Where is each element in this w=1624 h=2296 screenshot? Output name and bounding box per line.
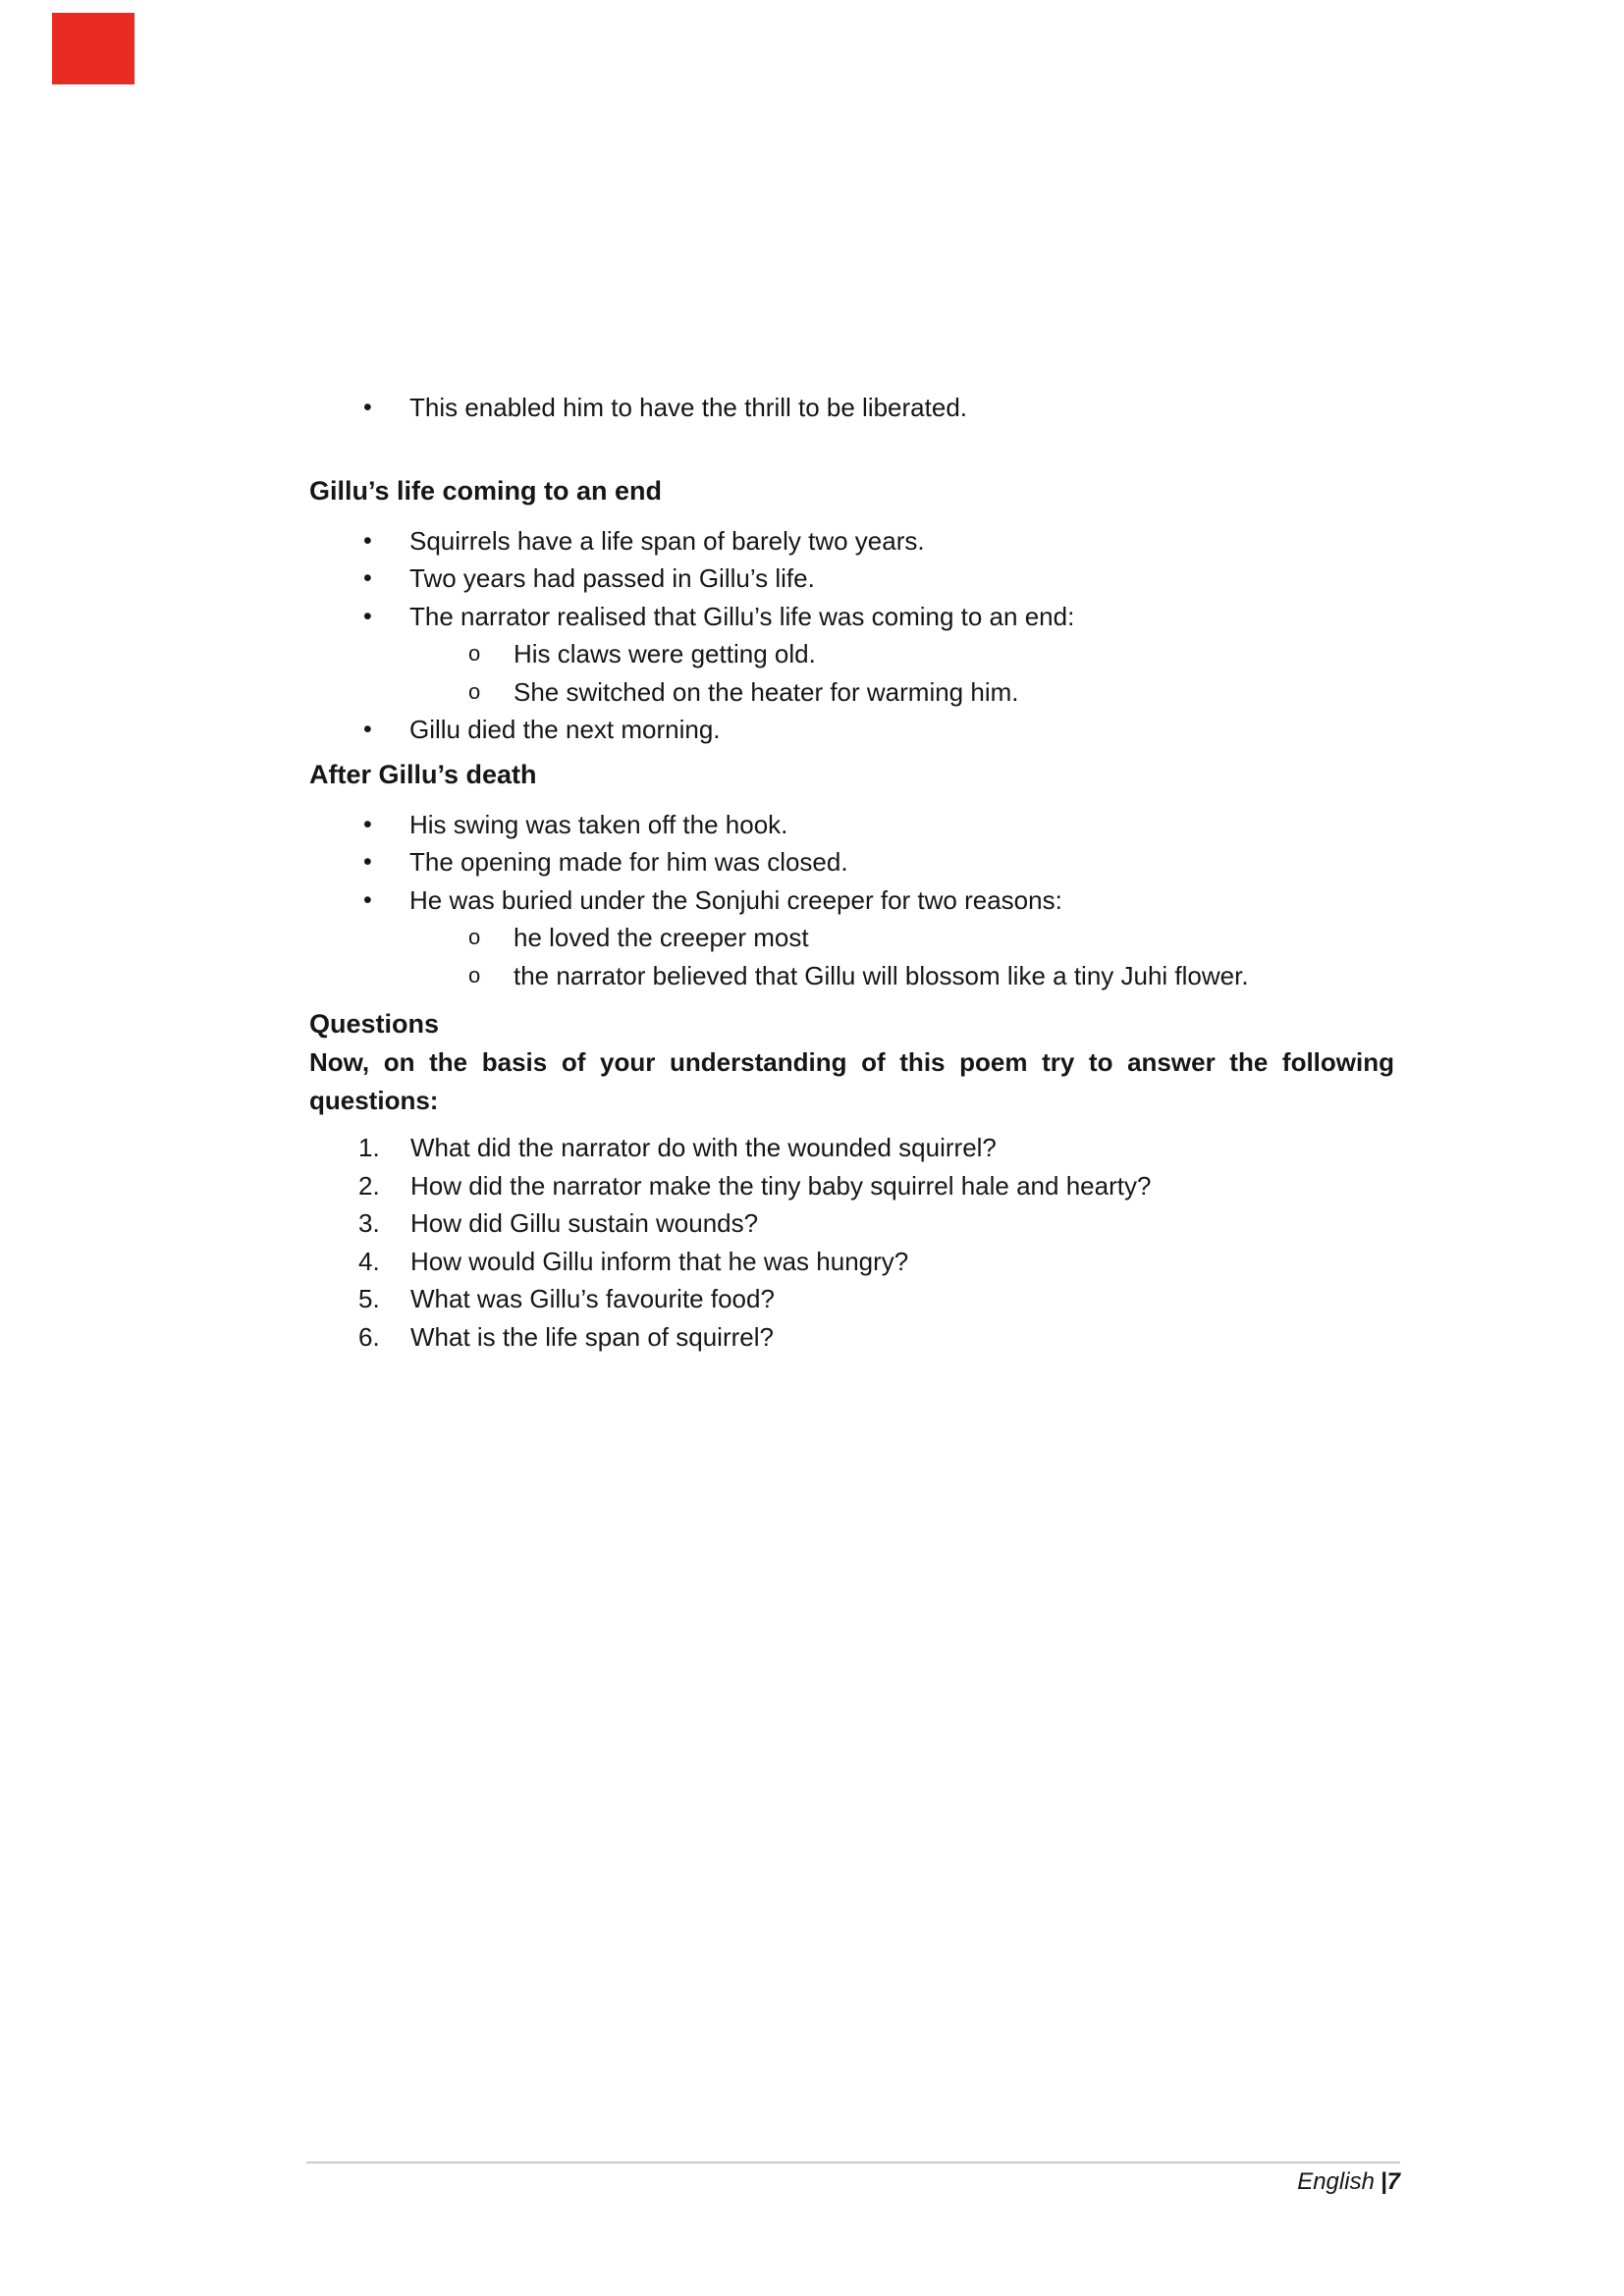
footer-subject: English [1297,2168,1375,2195]
bullet-item: • This enabled him to have the thrill to be liberated. [309,389,1394,427]
sub-bullet-item: o he loved the creeper most [309,919,1394,957]
questions-instruction: Now, on the basis of your understanding of this poem try to answer the following questions: [309,1047,1394,1115]
question-item: How did Gillu sustain wounds? [410,1208,759,1238]
section-heading-questions: Questions [309,1009,440,1039]
question-item: How would Gillu inform that he was hungry? [410,1246,909,1276]
bullet-item: • Squirrels have a life span of barely two years. [309,522,1394,561]
gillu-life-end-sub-bullet-list [309,635,1394,711]
footer-page-number [1380,2168,1400,2195]
intro-bullet-list [309,389,1394,427]
gillu-life-end-bullet-list [309,522,1394,636]
bullet-item: • Two years had passed in Gillu’s life. [309,560,1394,598]
question-item: What was Gillu’s favourite food? [410,1284,775,1313]
sub-bullet-item: o She switched on the heater for warming him. [309,673,1394,712]
after-death-bullet-list [309,806,1394,920]
bullet-item: • Gillu died the next morning. [309,711,1394,749]
question-item: What did the narrator do with the wounded squirrel? [410,1133,997,1162]
footer-number: 7 [1386,2168,1400,2195]
sub-bullet-item: o His claws were getting old. [309,635,1394,673]
red-corner-marker [52,13,135,84]
footer-separator: | [1380,2168,1387,2195]
after-death-sub-bullet-list [309,919,1394,994]
bullet-item: • The narrator realised that Gillu’s life was coming to an end: [309,598,1394,636]
gillu-life-end-bullet-list-cont [309,711,1394,749]
bullet-item: • The opening made for him was closed. [309,843,1394,881]
section-heading-gillu-life-end: Gillu’s life coming to an end [309,475,663,506]
page-footer [306,2162,1400,2197]
footer-page-label [306,2167,1400,2197]
sub-bullet-item: o the narrator believed that Gillu will blossom like a tiny Juhi flower. [309,957,1394,995]
question-item: What is the life span of squirrel? [410,1321,774,1352]
page-body [309,0,1394,1356]
bullet-item: • His swing was taken off the hook. [309,806,1394,844]
question-item: How did the narrator make the tiny baby squirrel hale and hearty? [410,1170,1152,1201]
bullet-item: • He was buried under the Sonjuhi creeper for two reasons: [309,881,1394,920]
questions-list [309,1129,1394,1356]
section-heading-after-gillu-death: After Gillu’s death [309,759,537,789]
